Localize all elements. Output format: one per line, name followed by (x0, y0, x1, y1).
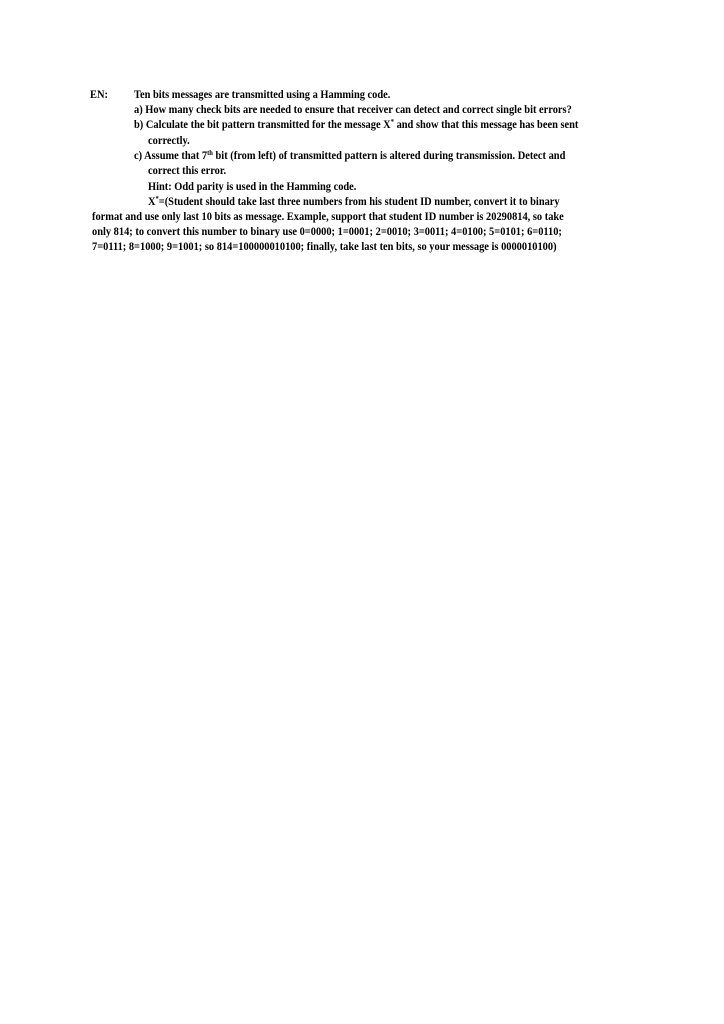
hint-text: Hint: Odd parity is used in the Hamming code. (148, 181, 357, 193)
question-part-a: a) How many check bits are needed to ensure that receiver can detect and correct single bit errors? (134, 104, 572, 116)
question-part-b (134, 118, 578, 133)
note-line-1 (148, 195, 560, 210)
note-line-2: format and use only last 10 bits as message. Example, support that student ID number is 20290814, so take (92, 211, 564, 223)
note-line-3: only 814; to convert this number to binary use 0=0000; 1=0001; 2=0010; 3=0011; 4=0100; 5=0101; 6=0110; (92, 226, 562, 238)
part-c-superscript: th (207, 149, 213, 157)
note-variable: X (148, 196, 156, 208)
part-b-text-end: and show that this message has been sent (393, 119, 579, 131)
question-part-c (134, 149, 565, 164)
part-c-text-start: c) Assume that 7 (134, 150, 208, 162)
question-part-c-continued: correct this error. (148, 165, 227, 177)
note-line-4: 7=0111; 8=1000; 9=1001; so 814=100000010100; finally, take last ten bits, so your message is 0000010100) (92, 241, 557, 253)
note-superscript: * (155, 195, 159, 203)
note-text-start: =(Student should take last three numbers from his student ID number, convert it to binary (158, 196, 560, 208)
part-b-text-start: b) Calculate the bit pattern transmitted for the message X (134, 119, 391, 131)
question-intro: Ten bits messages are transmitted using a Hamming code. (134, 89, 391, 101)
question-part-b-continued: correctly. (148, 135, 190, 147)
section-label: EN: (90, 89, 108, 101)
part-c-text-end: bit (from left) of transmitted pattern is altered during transmission. Detect and (212, 150, 566, 162)
part-b-superscript: * (390, 118, 394, 126)
